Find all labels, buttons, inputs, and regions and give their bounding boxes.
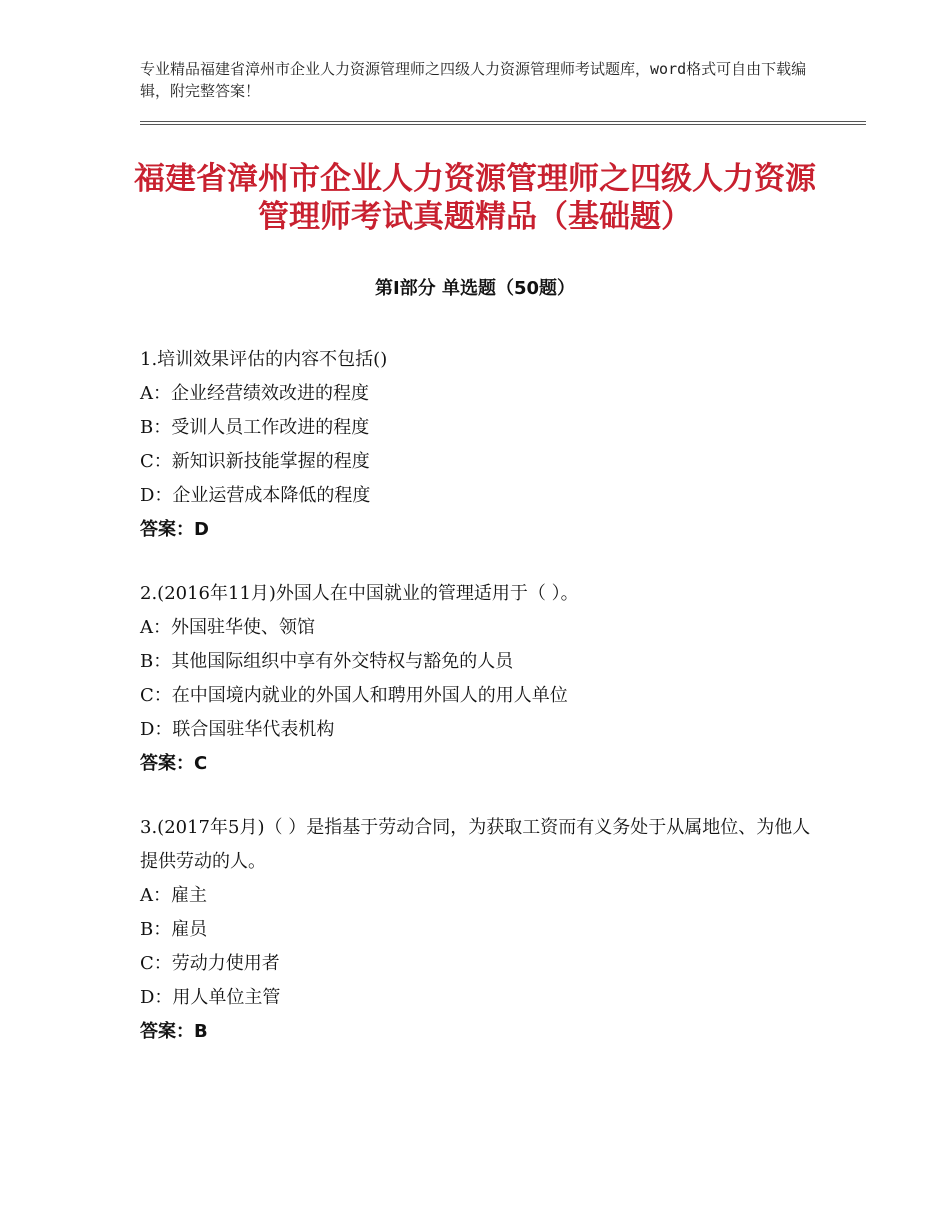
question-stem: 1.培训效果评估的内容不包括(): [140, 349, 388, 370]
section-title: 第Ⅰ部分 单选题（50题）: [374, 278, 575, 299]
option-list: [140, 879, 820, 1015]
question-stem: 2.(2016年11月)外国人在中国就业的管理适用于（ ）。: [140, 583, 579, 604]
option-b: B：雇员: [140, 919, 208, 940]
option-b: B：其他国际组织中享有外交特权与豁免的人员: [140, 651, 514, 672]
answer: 答案：C: [140, 753, 208, 774]
question-item: [140, 811, 820, 1049]
option-a: A：企业经营绩效改进的程度: [140, 383, 369, 404]
header-note: 专业精品福建省漳州市企业人力资源管理师之四级人力资源管理师考试题库，word格式可自由下载编辑，附完整答案！: [140, 60, 807, 100]
option-list: [140, 611, 820, 747]
option-a: A：雇主: [140, 885, 207, 906]
option-c: C：在中国境内就业的外国人和聘用外国人的用人单位: [140, 685, 568, 706]
option-d: D：联合国驻华代表机构: [140, 719, 335, 740]
option-d: D：企业运营成本降低的程度: [140, 485, 371, 506]
option-c: C：劳动力使用者: [140, 953, 280, 974]
option-list: [140, 377, 820, 513]
answer: 答案：B: [140, 1021, 208, 1042]
header-divider: [140, 121, 866, 125]
question-item: [140, 343, 820, 547]
option-a: A：外国驻华使、领馆: [140, 617, 315, 638]
question-item: [140, 577, 820, 781]
option-b: B：受训人员工作改进的程度: [140, 417, 370, 438]
question-list: [140, 343, 820, 1079]
option-c: C：新知识新技能掌握的程度: [140, 451, 370, 472]
question-stem: 3.(2017年5月)（ ）是指基于劳动合同，为获取工资而有义务处于从属地位、为他人提供劳动的人。: [140, 817, 811, 872]
answer: 答案：D: [140, 519, 209, 540]
document-title: 福建省漳州市企业人力资源管理师之四级人力资源管理师考试真题精品（基础题）: [134, 161, 816, 235]
option-d: D：用人单位主管: [140, 987, 281, 1008]
